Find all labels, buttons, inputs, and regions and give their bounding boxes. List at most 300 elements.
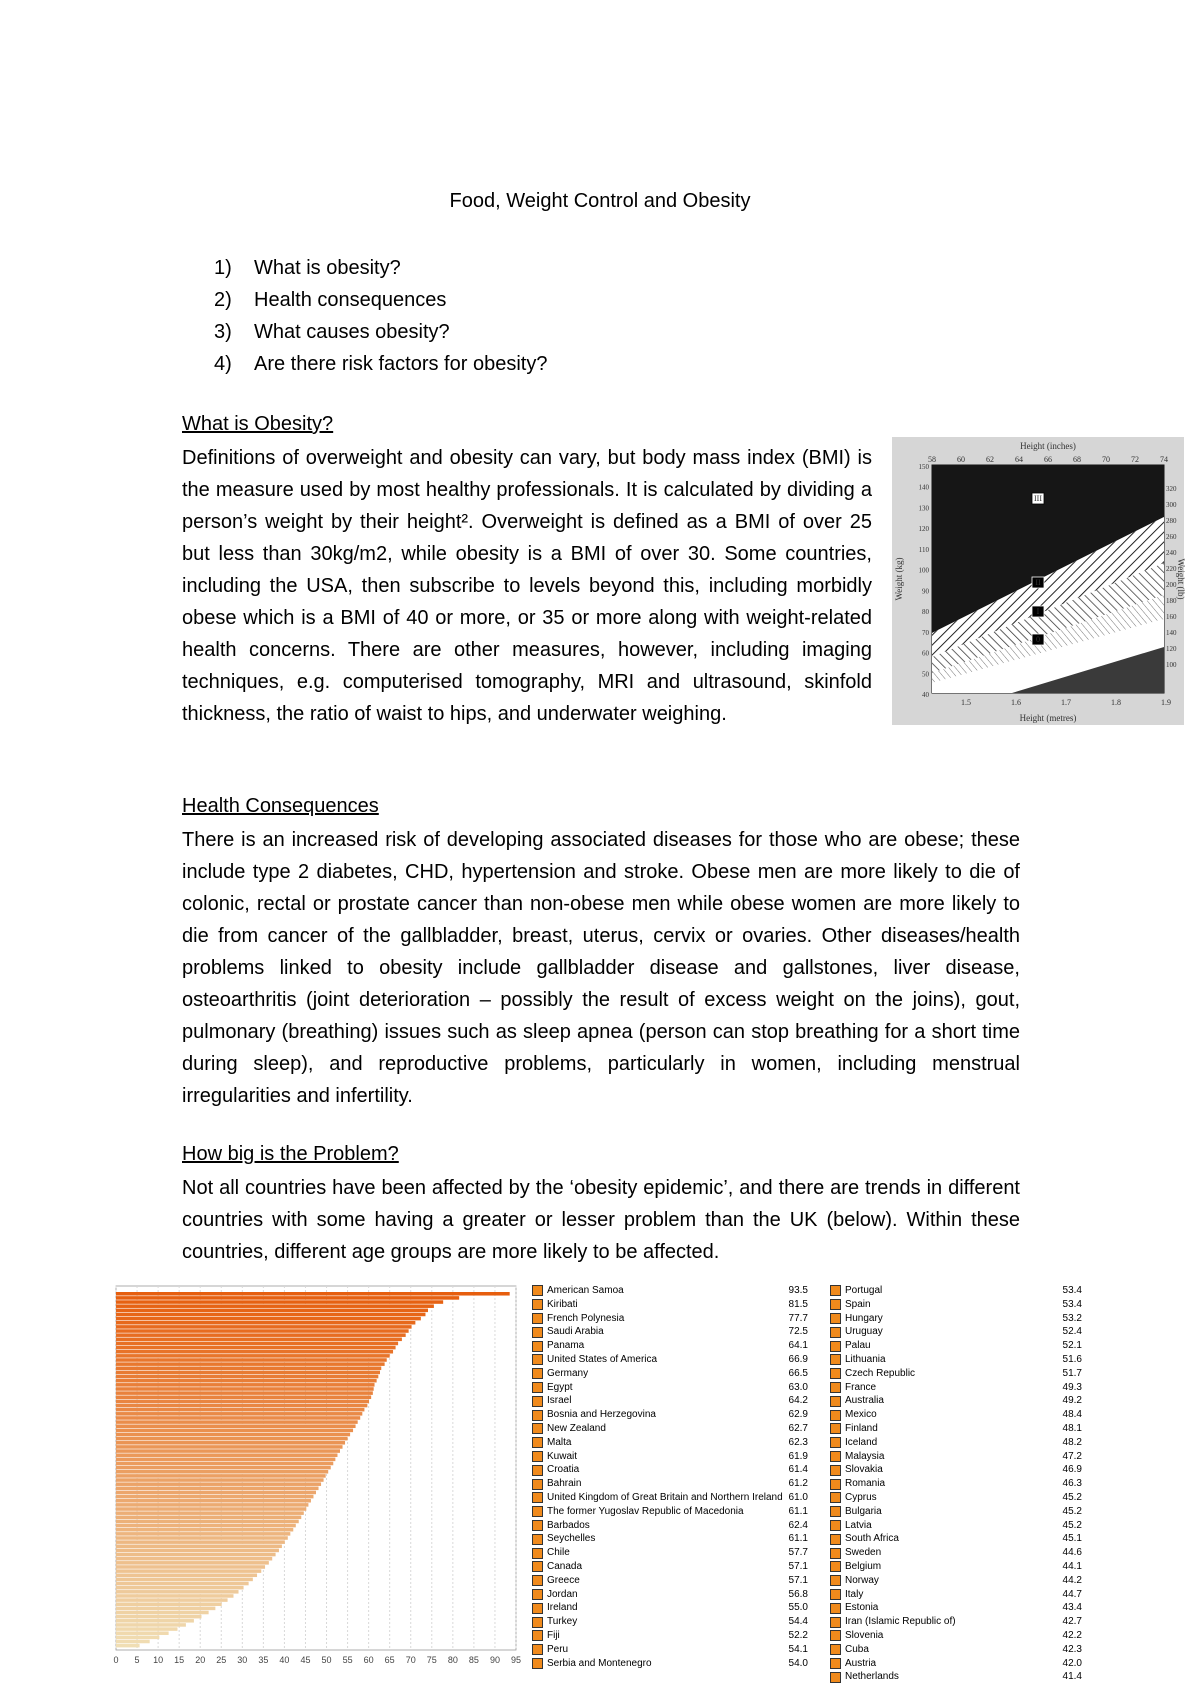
legend-value: 61.0 bbox=[788, 1491, 808, 1503]
legend-swatch bbox=[532, 1644, 543, 1655]
toc-text: What is obesity? bbox=[254, 257, 401, 279]
bar-chart-bar bbox=[116, 1424, 356, 1428]
legend-country: Egypt bbox=[547, 1381, 573, 1393]
bmi-bottom-axis-label: Height (metres) bbox=[1019, 713, 1077, 723]
legend-swatch bbox=[830, 1589, 841, 1600]
bmi-left-tick: 40 bbox=[922, 691, 929, 699]
bar-chart-x-tick: 85 bbox=[468, 1655, 479, 1665]
bar-chart-bar bbox=[116, 1536, 288, 1540]
bmi-top-axis-label: Height (inches) bbox=[1020, 441, 1076, 451]
legend-swatch bbox=[830, 1506, 841, 1517]
bar-chart-bar bbox=[116, 1325, 412, 1329]
bar-chart-bar bbox=[116, 1623, 186, 1627]
legend-swatch bbox=[830, 1548, 841, 1559]
bmi-bottom-tick: 1.6 bbox=[1011, 698, 1021, 707]
legend-value: 51.7 bbox=[1062, 1367, 1082, 1379]
legend-country: Chile bbox=[547, 1547, 570, 1559]
legend-row bbox=[830, 1408, 1100, 1422]
bmi-left-tick: 150 bbox=[918, 463, 929, 471]
legend-swatch bbox=[830, 1534, 841, 1545]
legend-value: 61.2 bbox=[788, 1478, 808, 1490]
legend-country: Netherlands bbox=[845, 1671, 899, 1683]
obesity-bar-chart bbox=[112, 1280, 522, 1670]
bar-chart-x-tick: 90 bbox=[489, 1655, 500, 1665]
bar-chart-x-tick: 80 bbox=[447, 1655, 458, 1665]
bar-chart-bar bbox=[116, 1371, 380, 1375]
toc-item bbox=[214, 348, 547, 380]
legend-value: 72.5 bbox=[788, 1326, 808, 1338]
legend-swatch bbox=[830, 1630, 841, 1641]
bar-chart-bar bbox=[116, 1474, 326, 1478]
legend-row bbox=[532, 1477, 812, 1491]
legend-country: Finland bbox=[845, 1422, 878, 1434]
bar-chart-x-tick: 30 bbox=[237, 1655, 248, 1665]
legend-row bbox=[830, 1657, 1100, 1671]
bar-chart-x-tick: 95 bbox=[510, 1655, 522, 1665]
bmi-right-tick: 220 bbox=[1166, 565, 1177, 573]
legend-value: 52.2 bbox=[788, 1629, 808, 1641]
bmi-right-tick: 180 bbox=[1166, 597, 1177, 605]
legend-country: Bahrain bbox=[547, 1478, 582, 1490]
legend-country: Jordan bbox=[547, 1588, 578, 1600]
bar-chart-bar bbox=[116, 1482, 321, 1486]
legend-value: 51.6 bbox=[1062, 1353, 1082, 1365]
bmi-right-tick: 300 bbox=[1166, 501, 1177, 509]
legend-country: New Zealand bbox=[547, 1422, 606, 1434]
bar-chart-bar bbox=[116, 1333, 406, 1337]
toc-item bbox=[214, 284, 547, 316]
legend-value: 53.4 bbox=[1062, 1298, 1082, 1310]
legend-country: Saudi Arabia bbox=[547, 1326, 604, 1338]
legend-row bbox=[532, 1312, 812, 1326]
toc-number: 2) bbox=[214, 289, 232, 311]
bar-chart-x-tick: 60 bbox=[363, 1655, 374, 1665]
bmi-top-tick: 74 bbox=[1160, 455, 1168, 464]
legend-swatch bbox=[830, 1492, 841, 1503]
legend-country: South Africa bbox=[845, 1533, 899, 1545]
bar-chart-x-tick: 40 bbox=[279, 1655, 290, 1665]
legend-swatch bbox=[830, 1451, 841, 1462]
legend-country: Kiribati bbox=[547, 1298, 578, 1310]
toc-item bbox=[214, 252, 547, 284]
legend-country: Belgium bbox=[845, 1560, 882, 1572]
legend-value: 45.2 bbox=[1062, 1519, 1082, 1531]
bar-chart-bar bbox=[116, 1412, 362, 1416]
legend-swatch bbox=[532, 1368, 543, 1379]
bar-chart-bar bbox=[116, 1615, 201, 1619]
legend-country: Romania bbox=[845, 1478, 886, 1490]
legend-value: 48.4 bbox=[1062, 1409, 1082, 1421]
legend-country: Iceland bbox=[845, 1436, 878, 1448]
legend-swatch bbox=[830, 1437, 841, 1448]
bar-chart-x-tick: 65 bbox=[384, 1655, 395, 1665]
legend-country: Bulgaria bbox=[845, 1505, 882, 1517]
legend-row bbox=[830, 1546, 1100, 1560]
legend-value: 56.8 bbox=[788, 1588, 808, 1600]
bar-chart-bar bbox=[116, 1466, 331, 1470]
legend-value: 62.9 bbox=[788, 1409, 808, 1421]
legend-swatch bbox=[830, 1479, 841, 1490]
bar-chart-bar bbox=[116, 1487, 319, 1491]
legend-value: 61.9 bbox=[788, 1450, 808, 1462]
bar-chart-x-tick: 20 bbox=[195, 1655, 206, 1665]
bar-chart-bar bbox=[116, 1445, 343, 1449]
legend-swatch bbox=[532, 1423, 543, 1434]
legend-country: Lithuania bbox=[845, 1353, 886, 1365]
bar-chart-bar bbox=[116, 1367, 381, 1371]
bar-chart-bar bbox=[116, 1545, 282, 1549]
bmi-bottom-tick: 1.7 bbox=[1061, 698, 1071, 707]
section-heading-problem: How big is the Problem? bbox=[182, 1143, 399, 1165]
legend-row bbox=[532, 1298, 812, 1312]
bar-chart-bar bbox=[116, 1540, 285, 1544]
legend-swatch bbox=[532, 1492, 543, 1503]
legend-swatch bbox=[532, 1561, 543, 1572]
bmi-right-tick: 160 bbox=[1166, 613, 1177, 621]
legend-swatch bbox=[830, 1285, 841, 1296]
bmi-right-tick: 240 bbox=[1166, 549, 1177, 557]
legend-row bbox=[532, 1422, 812, 1436]
bar-chart-bar bbox=[116, 1573, 257, 1577]
legend-value: 47.2 bbox=[1062, 1450, 1082, 1462]
bar-chart-bar bbox=[116, 1598, 228, 1602]
bar-chart-bar bbox=[116, 1296, 459, 1300]
bmi-bottom-tick: 1.8 bbox=[1111, 698, 1121, 707]
legend-row bbox=[830, 1312, 1100, 1326]
legend-row bbox=[532, 1394, 812, 1408]
section-body-problem: Not all countries have been affected by the ‘obesity epidemic’, and there are trends in different countries with some having a greater or lesser problem than the UK (below). Within these countries, different age groups are more likely to be affected. bbox=[182, 1177, 1020, 1263]
toc-number: 1) bbox=[214, 257, 232, 279]
legend-country: Spain bbox=[845, 1298, 871, 1310]
bar-chart-bar bbox=[116, 1317, 421, 1321]
bar-chart-bar bbox=[116, 1404, 367, 1408]
legend-country: Mexico bbox=[845, 1409, 877, 1421]
legend-country: French Polynesia bbox=[547, 1312, 625, 1324]
legend-swatch bbox=[532, 1548, 543, 1559]
bar-chart-bar bbox=[116, 1313, 425, 1317]
legend-row bbox=[830, 1477, 1100, 1491]
legend-swatch bbox=[532, 1534, 543, 1545]
legend-value: 44.7 bbox=[1062, 1588, 1082, 1600]
legend-value: 42.3 bbox=[1062, 1643, 1082, 1655]
legend-row bbox=[830, 1436, 1100, 1450]
legend-country: Palau bbox=[845, 1340, 871, 1352]
bmi-left-tick: 140 bbox=[918, 483, 929, 492]
legend-swatch bbox=[830, 1299, 841, 1310]
legend-swatch bbox=[532, 1658, 543, 1669]
section-body-health: There is an increased risk of developing associated diseases for those who are obese; these include type 2 diabetes, CHD, hypertension and stroke. Obese men are more likely to die of colonic, rectal or prostate cancer than non-obese men while obese women are more likely to die from cancer of the gallbladder, breast, uterus, cervix or ovaries. Other diseases/health problems linked to obesity include gallbladder disease and gallstones, liver disease, osteoarthritis (joint deterioration – possibly the result of excess weight on the joins), gout, pulmonary (breathing) issues such as sleep apnea (person can stop breathing for a short time during sleep), and reproductive problems, particularly in women, including menstrual irregularities and infertility. bbox=[182, 829, 1020, 1107]
legend-row bbox=[830, 1463, 1100, 1477]
bar-chart-bar bbox=[116, 1346, 396, 1350]
legend-row bbox=[532, 1601, 812, 1615]
bar-chart-bar bbox=[116, 1462, 333, 1466]
legend-swatch bbox=[830, 1672, 841, 1683]
legend-row bbox=[532, 1532, 812, 1546]
section-body-what-is-obesity: Definitions of overweight and obesity can vary, but body mass index (BMI) is the measure used by most healthy professionals. It is calculated by dividing a person’s weight by their height². Overweight is defined as a BMI of over 25 but less than 30kg/m2, while obesity is a BMI of over 30. Some countries, including the USA, then subscribe to levels beyond this, including morbidly obese which is a BMI of 40 or more, or 35 or more along with weight-related health concerns. There are other measures, however, including imaging techniques, e.g. computerised tomography, MRI and ultrasound, skinfold thickness, the ratio of waist to hips, and underwater weighing. bbox=[182, 447, 872, 725]
bar-chart-bar bbox=[116, 1607, 215, 1611]
legend-row bbox=[830, 1629, 1100, 1643]
legend-row bbox=[532, 1519, 812, 1533]
legend-swatch bbox=[532, 1437, 543, 1448]
bar-chart-x-tick: 70 bbox=[405, 1655, 416, 1665]
bar-chart-x-tick: 10 bbox=[153, 1655, 164, 1665]
toc-text: Health consequences bbox=[254, 289, 447, 311]
legend-country: Czech Republic bbox=[845, 1367, 916, 1379]
bmi-bottom-tick: 1.5 bbox=[961, 698, 971, 707]
bmi-right-tick: 200 bbox=[1166, 581, 1177, 589]
legend-row bbox=[532, 1463, 812, 1477]
bar-chart-bar bbox=[116, 1557, 272, 1561]
legend-row bbox=[830, 1643, 1100, 1657]
bmi-zone-label: 0 bbox=[1036, 635, 1040, 644]
legend-country: United States of America bbox=[547, 1353, 658, 1365]
bar-chart-x-tick: 0 bbox=[113, 1655, 119, 1665]
legend-value: 49.3 bbox=[1062, 1381, 1082, 1393]
legend-swatch bbox=[532, 1506, 543, 1517]
legend-country: Turkey bbox=[547, 1616, 578, 1628]
bmi-top-tick: 60 bbox=[957, 455, 965, 464]
legend-value: 93.5 bbox=[788, 1285, 808, 1296]
legend-value: 61.1 bbox=[788, 1505, 808, 1517]
legend-value: 63.0 bbox=[788, 1381, 808, 1393]
legend-row bbox=[830, 1601, 1100, 1615]
bmi-right-axis-label: Weight (lb) bbox=[1176, 558, 1186, 600]
bar-chart-bar bbox=[116, 1329, 409, 1333]
bar-chart-bar bbox=[116, 1602, 222, 1606]
legend-value: 62.7 bbox=[788, 1422, 808, 1434]
bar-chart-bar bbox=[116, 1631, 169, 1635]
bar-chart-bar bbox=[116, 1408, 364, 1412]
legend-value: 49.2 bbox=[1062, 1395, 1082, 1407]
bar-chart-bar bbox=[116, 1495, 313, 1499]
legend-row bbox=[532, 1450, 812, 1464]
bar-chart-bar bbox=[116, 1354, 390, 1358]
legend-country: Cuba bbox=[845, 1643, 869, 1655]
bar-chart-bar bbox=[116, 1304, 434, 1308]
legend-value: 42.0 bbox=[1062, 1657, 1082, 1669]
bar-chart-bar bbox=[116, 1507, 306, 1511]
legend-country: Malta bbox=[547, 1436, 572, 1448]
bar-chart-bar bbox=[116, 1590, 239, 1594]
legend-row bbox=[532, 1436, 812, 1450]
legend-value: 42.2 bbox=[1062, 1629, 1082, 1641]
toc-text: Are there risk factors for obesity? bbox=[254, 353, 548, 375]
legend-value: 45.2 bbox=[1062, 1505, 1082, 1517]
legend-row bbox=[532, 1408, 812, 1422]
legend-row bbox=[830, 1325, 1100, 1339]
legend-row bbox=[830, 1381, 1100, 1395]
legend-value: 64.1 bbox=[788, 1340, 808, 1352]
legend-swatch bbox=[830, 1368, 841, 1379]
legend-value: 57.1 bbox=[788, 1560, 808, 1572]
bar-chart-x-tick: 55 bbox=[342, 1655, 353, 1665]
legend-row bbox=[532, 1588, 812, 1602]
legend-swatch bbox=[830, 1658, 841, 1669]
bmi-left-tick: 50 bbox=[922, 670, 929, 679]
legend-swatch bbox=[532, 1520, 543, 1531]
bmi-right-tick: 100 bbox=[1166, 661, 1177, 669]
legend-row bbox=[830, 1450, 1100, 1464]
legend-value: 66.9 bbox=[788, 1353, 808, 1365]
legend-swatch bbox=[830, 1617, 841, 1628]
bar-chart-bar bbox=[116, 1400, 369, 1404]
legend-country: American Samoa bbox=[547, 1285, 624, 1296]
legend-value: 46.9 bbox=[1062, 1464, 1082, 1476]
bmi-left-tick: 80 bbox=[922, 608, 929, 617]
legend-swatch bbox=[830, 1382, 841, 1393]
bar-chart-bar bbox=[116, 1640, 150, 1644]
legend-row bbox=[532, 1574, 812, 1588]
legend-row bbox=[830, 1491, 1100, 1505]
chart-legend-column-1 bbox=[532, 1284, 812, 1670]
legend-row bbox=[830, 1505, 1100, 1519]
table-of-contents bbox=[214, 252, 547, 380]
legend-value: 52.1 bbox=[1062, 1340, 1082, 1352]
legend-row bbox=[532, 1381, 812, 1395]
bmi-zone-label: III bbox=[1034, 494, 1042, 503]
legend-swatch bbox=[532, 1575, 543, 1586]
bar-chart-bar bbox=[116, 1429, 353, 1433]
bmi-left-tick: 120 bbox=[918, 525, 929, 534]
legend-swatch bbox=[532, 1603, 543, 1614]
bmi-top-tick: 70 bbox=[1102, 455, 1110, 464]
legend-row bbox=[532, 1284, 812, 1298]
legend-row bbox=[532, 1325, 812, 1339]
bar-chart-bar bbox=[116, 1619, 194, 1623]
legend-swatch bbox=[532, 1617, 543, 1628]
bar-chart-x-tick: 45 bbox=[300, 1655, 311, 1665]
legend-swatch bbox=[532, 1451, 543, 1462]
bar-chart-x-tick: 5 bbox=[134, 1655, 140, 1665]
bmi-top-tick: 64 bbox=[1015, 455, 1023, 464]
legend-row bbox=[830, 1298, 1100, 1312]
legend-row bbox=[830, 1560, 1100, 1574]
bar-chart-bar bbox=[116, 1499, 311, 1503]
bar-chart-x-tick: 75 bbox=[426, 1655, 437, 1665]
legend-row bbox=[830, 1284, 1100, 1298]
legend-value: 46.3 bbox=[1062, 1478, 1082, 1490]
bar-chart-bar bbox=[116, 1437, 348, 1441]
legend-swatch bbox=[532, 1479, 543, 1490]
legend-value: 61.1 bbox=[788, 1533, 808, 1545]
legend-row bbox=[532, 1560, 812, 1574]
bar-chart-bar bbox=[116, 1453, 337, 1457]
bmi-left-tick: 60 bbox=[922, 649, 929, 658]
legend-swatch bbox=[830, 1644, 841, 1655]
legend-value: 62.4 bbox=[788, 1519, 808, 1531]
bmi-right-tick: 280 bbox=[1166, 517, 1177, 525]
bar-chart-bar bbox=[116, 1565, 265, 1569]
legend-row bbox=[532, 1339, 812, 1353]
legend-swatch bbox=[532, 1630, 543, 1641]
legend-value: 61.4 bbox=[788, 1464, 808, 1476]
bar-chart-bar bbox=[116, 1387, 374, 1391]
bar-chart-bar bbox=[116, 1350, 393, 1354]
legend-country: Slovenia bbox=[845, 1629, 884, 1641]
legend-value: 54.0 bbox=[788, 1657, 808, 1669]
legend-country: Germany bbox=[547, 1367, 589, 1379]
bar-chart-bar bbox=[116, 1503, 308, 1507]
bmi-right-tick: 260 bbox=[1166, 533, 1177, 541]
legend-row bbox=[830, 1367, 1100, 1381]
bar-chart-bar bbox=[116, 1478, 324, 1482]
legend-row bbox=[830, 1615, 1100, 1629]
legend-country: Bosnia and Herzegovina bbox=[547, 1409, 656, 1421]
legend-swatch bbox=[532, 1313, 543, 1324]
legend-row bbox=[830, 1574, 1100, 1588]
legend-row bbox=[532, 1629, 812, 1643]
legend-country: Uruguay bbox=[845, 1326, 883, 1338]
bar-chart-bar bbox=[116, 1383, 375, 1387]
legend-value: 66.5 bbox=[788, 1367, 808, 1379]
bar-chart-x-tick: 50 bbox=[321, 1655, 332, 1665]
legend-country: Iran (Islamic Republic of) bbox=[845, 1616, 956, 1628]
legend-swatch bbox=[830, 1410, 841, 1421]
legend-row bbox=[830, 1394, 1100, 1408]
legend-country: Austria bbox=[845, 1657, 877, 1669]
legend-swatch bbox=[830, 1423, 841, 1434]
bar-chart-bar bbox=[116, 1391, 373, 1395]
legend-country: Barbados bbox=[547, 1519, 590, 1531]
toc-number: 4) bbox=[214, 353, 232, 375]
legend-country: Estonia bbox=[845, 1602, 879, 1614]
legend-swatch bbox=[532, 1410, 543, 1421]
legend-country: Canada bbox=[547, 1560, 583, 1572]
bar-chart-bar bbox=[116, 1309, 428, 1313]
legend-value: 54.4 bbox=[788, 1616, 808, 1628]
bmi-zone-label: II bbox=[1035, 578, 1041, 587]
bar-chart-bar bbox=[116, 1532, 290, 1536]
bmi-top-tick: 68 bbox=[1073, 455, 1081, 464]
legend-swatch bbox=[830, 1396, 841, 1407]
legend-row bbox=[532, 1491, 812, 1505]
legend-value: 44.6 bbox=[1062, 1547, 1082, 1559]
legend-country: Norway bbox=[845, 1574, 879, 1586]
legend-row bbox=[830, 1670, 1100, 1684]
bar-chart-bar bbox=[116, 1338, 402, 1342]
bmi-bottom-tick: 1.9 bbox=[1161, 698, 1171, 707]
legend-row bbox=[532, 1546, 812, 1560]
legend-row bbox=[532, 1505, 812, 1519]
legend-swatch bbox=[532, 1354, 543, 1365]
legend-row bbox=[532, 1353, 812, 1367]
legend-value: 41.4 bbox=[1062, 1671, 1082, 1683]
page-title: Food, Weight Control and Obesity bbox=[449, 190, 751, 212]
legend-row bbox=[830, 1339, 1100, 1353]
bar-chart-bar bbox=[116, 1611, 209, 1615]
bar-chart-bar bbox=[116, 1524, 296, 1528]
legend-swatch bbox=[830, 1354, 841, 1365]
bar-chart-bar bbox=[116, 1292, 510, 1296]
bar-chart-bar bbox=[116, 1342, 398, 1346]
bar-chart-x-tick: 15 bbox=[174, 1655, 185, 1665]
bar-chart-bar bbox=[116, 1528, 293, 1532]
bar-chart-bar bbox=[116, 1375, 378, 1379]
legend-country: France bbox=[845, 1381, 877, 1393]
legend-row bbox=[532, 1643, 812, 1657]
legend-country: Greece bbox=[547, 1574, 580, 1586]
legend-country: Croatia bbox=[547, 1464, 580, 1476]
toc-number: 3) bbox=[214, 321, 232, 343]
legend-value: 54.1 bbox=[788, 1643, 808, 1655]
legend-country: Hungary bbox=[845, 1312, 883, 1324]
legend-row bbox=[532, 1615, 812, 1629]
bmi-left-tick: 130 bbox=[918, 504, 929, 513]
legend-value: 42.7 bbox=[1062, 1616, 1082, 1628]
bmi-left-tick: 110 bbox=[918, 545, 929, 554]
legend-value: 44.1 bbox=[1062, 1560, 1082, 1572]
chart-legend-column-2 bbox=[830, 1284, 1100, 1684]
